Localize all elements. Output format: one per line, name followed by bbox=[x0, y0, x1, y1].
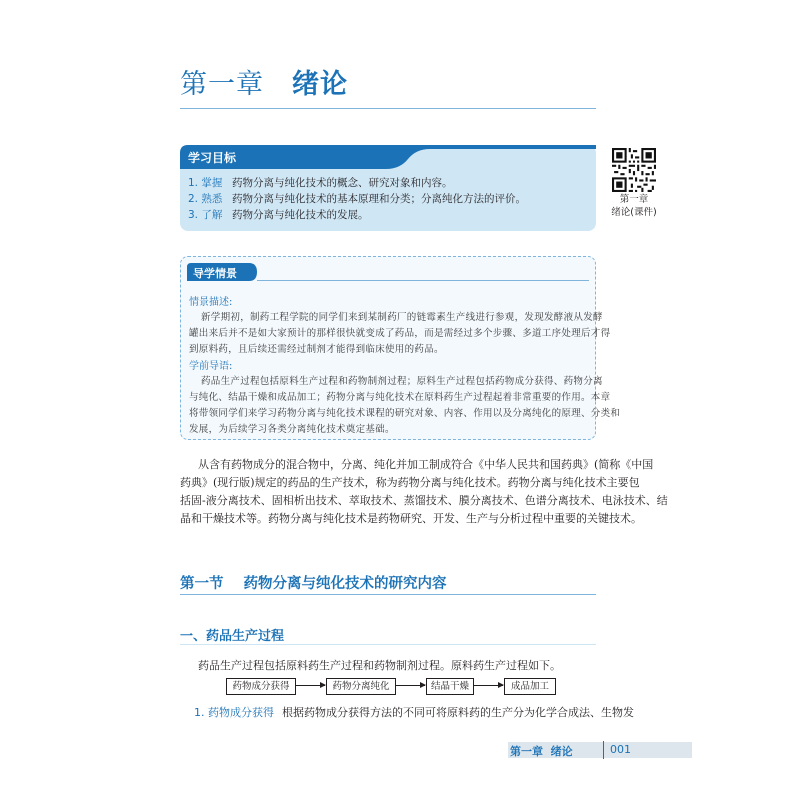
intro-line: 发展，为后续学习各类分离纯化技术奠定基础。 bbox=[189, 424, 395, 435]
subsection-divider bbox=[180, 644, 596, 645]
guided-scenario-box bbox=[180, 256, 621, 440]
scene-line: 新学期初，制药工程学院的同学们来到某制药厂的链霉素生产线进行参观，发现发酵液从发酵 bbox=[201, 312, 603, 323]
intro-line: 与纯化、结晶干燥和成品加工；药物分离与纯化技术在原料药生产过程起着非常重要的作用。本章 bbox=[189, 392, 611, 403]
footer-chapter: 第一章 绪论 bbox=[510, 745, 573, 758]
chapter-title bbox=[180, 62, 348, 101]
objective-item bbox=[188, 175, 453, 190]
subsection-title: 一、药品生产过程 bbox=[180, 629, 285, 644]
section-divider bbox=[180, 594, 596, 595]
body-line: 括固-液分离技术、固相析出技术、萃取技术、蒸馏技术、膜分离技术、色谱分离技术、电泳技术、结 bbox=[180, 494, 668, 507]
qr-code-icon[interactable] bbox=[612, 148, 656, 192]
qr-caption-name: 绪论(课件) bbox=[611, 207, 657, 218]
objective-key: 3. 了解 bbox=[188, 209, 223, 221]
scene-line: 罐出来后并不是如大家预计的那样很快就变成了药品，而是需经过多个步骤、多道工序处理后才得 bbox=[189, 328, 611, 339]
flow-step: 药物分离纯化 bbox=[326, 678, 396, 695]
body-line: 从含有药物成分的混合物中，分离、纯化并加工制成符合《中华人民共和国药典》(简称《中国 bbox=[198, 458, 654, 471]
scene-label: 情景描述: bbox=[189, 297, 233, 308]
chapter-divider bbox=[180, 108, 596, 109]
objective-key: 2. 熟悉 bbox=[188, 193, 223, 205]
objective-item bbox=[188, 191, 526, 206]
body-line: 药典》(现行版)规定的药品的生产技术，称为药物分离与纯化技术。药物分离与纯化技术主要包 bbox=[180, 476, 640, 489]
objectives-header-band bbox=[180, 145, 596, 169]
intro-line: 将带领同学们来学习药物分离与纯化技术课程的研究对象、内容、作用以及分离纯化的原理、分类和 bbox=[189, 408, 621, 419]
section-title-text: 药物分离与纯化技术的研究内容 bbox=[243, 576, 447, 592]
item-label: 1. 药物成分获得 bbox=[194, 706, 274, 719]
flow-step: 药物成分获得 bbox=[226, 678, 296, 695]
flow-step: 成品加工 bbox=[504, 678, 556, 695]
intro-label: 学前导语: bbox=[189, 361, 233, 372]
chapter-name: 绪论 bbox=[292, 69, 348, 100]
guide-tab-rule bbox=[257, 280, 589, 282]
section-title bbox=[180, 572, 447, 593]
flow-arrow-icon bbox=[395, 685, 425, 686]
objective-text: 药物分离与纯化技术的发展。 bbox=[232, 209, 369, 221]
objectives-title: 学习目标 bbox=[188, 151, 237, 165]
objective-item bbox=[188, 207, 369, 222]
chapter-number: 第一章 bbox=[180, 69, 264, 100]
objective-key: 1. 掌握 bbox=[188, 177, 223, 189]
body-line: 晶和干燥技术等。药物分离与纯化技术是药物研究、开发、生产与分析过程中重要的关键技术。 bbox=[180, 512, 642, 525]
intro-line: 药品生产过程包括原料生产过程和药物制剂过程；原料生产过程包括药物成分获得、药物分离 bbox=[201, 376, 603, 387]
objective-text: 药物分离与纯化技术的基本原理和分类；分离纯化方法的评价。 bbox=[232, 193, 526, 205]
guide-title: 导学情景 bbox=[193, 267, 237, 280]
scene-line: 到原料药，且后续还需经过制剂才能得到临床使用的药品。 bbox=[189, 344, 444, 355]
page-number: 001 bbox=[610, 743, 631, 756]
learning-objectives-box bbox=[180, 145, 596, 231]
qr-caption-chapter: 第一章 bbox=[619, 194, 649, 205]
footer-separator bbox=[603, 741, 604, 759]
objective-text: 药物分离与纯化技术的概念、研究对象和内容。 bbox=[232, 177, 453, 189]
qr-caption bbox=[602, 193, 666, 219]
process-intro: 药品生产过程包括原料药生产过程和药物制剂过程。原料药生产过程如下。 bbox=[198, 659, 561, 672]
item-text: 根据药物成分获得方法的不同可将原料药的生产分为化学合成法、生物发 bbox=[282, 706, 634, 719]
section-number: 第一节 bbox=[180, 576, 224, 592]
flow-step: 结晶干燥 bbox=[426, 678, 474, 695]
flow-arrow-icon bbox=[295, 685, 325, 686]
flow-arrow-icon bbox=[473, 685, 503, 686]
